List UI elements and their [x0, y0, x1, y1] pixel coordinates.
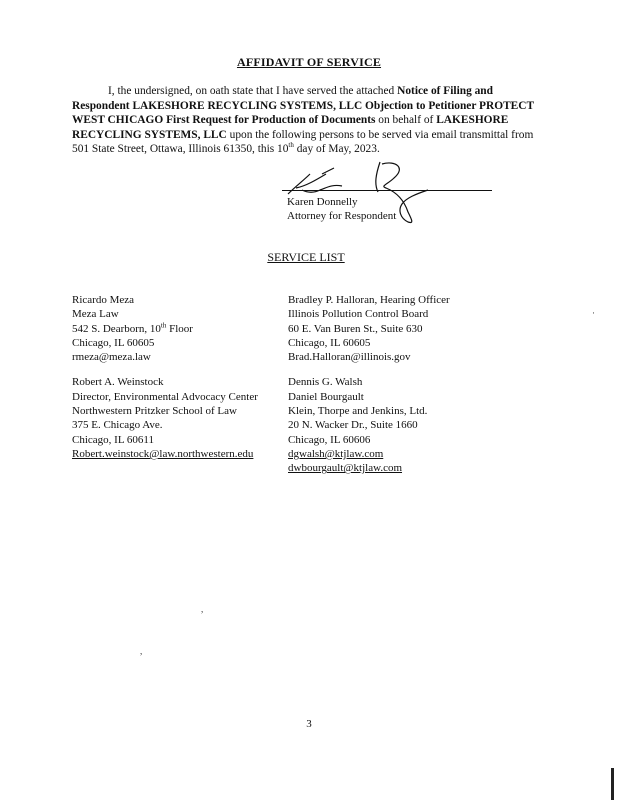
body-bold-2: LAKESHORE RECYCLING SYSTEMS, LLC [72, 114, 509, 141]
email-link[interactable]: Robert.weinstock@law.northwestern.edu [72, 447, 254, 460]
scan-speck-icon: , [201, 604, 204, 614]
affidavit-body [72, 84, 540, 157]
page-number: 3 [306, 718, 312, 730]
service-list-right-column [288, 293, 498, 487]
body-text-2: on behalf of [378, 114, 434, 127]
body-text-1: I, the undersigned, on oath state that I have served the attached [108, 85, 395, 97]
body-text-4: day of May, 2023. [293, 143, 380, 156]
email-link[interactable]: dwbourgault@ktjlaw.com [288, 462, 403, 475]
contact-block-weinstock: Robert A. Weinstock Director, Environmental Advocacy Center Northwestern Pritzker School of Law 375 E. Chicago Ave. Chicago, IL 60611 Robert.weinstock@law.northwestern.edu [72, 375, 282, 461]
email-link[interactable]: Brad.Halloran@illinois.gov [288, 351, 411, 364]
contact-block-meza: Ricardo Meza Meza Law 542 S. Dearborn, 10th Floor Chicago, IL 60605 rmeza@meza.law [72, 293, 282, 364]
signatory-name: Karen Donnelly [287, 196, 358, 208]
affidavit-title: AFFIDAVIT OF SERVICE [236, 55, 382, 69]
scan-speck-icon: · [592, 308, 595, 318]
scan-speck-icon: , [140, 646, 143, 656]
contact-block-walsh: Dennis G. Walsh Daniel Bourgault Klein, Thorpe and Jenkins, Ltd. 20 N. Wacker Dr., Suite 1660 Chicago, IL 60606 dgwalsh@ktjlaw.com dwbourgault@ktjlaw.com [288, 375, 498, 475]
contact-block-halloran: Bradley P. Halloran, Hearing Officer Illinois Pollution Control Board 60 E. Van Buren St., Suite 630 Chicago, IL 60605 Brad.Halloran@illinois.gov [288, 293, 498, 364]
email-link[interactable]: rmeza@meza.law [72, 351, 151, 364]
body-text-3: upon the following persons to be served via email transmittal from 501 State Street, Ottawa, Illinois 61350, this 10 [72, 128, 534, 156]
body-day-suffix: th [288, 141, 294, 150]
body-bold-1: Notice of Filing and Respondent LAKESHORE RECYCLING SYSTEMS, LLC Objection to Petitioner PROTECT WEST CHICAGO First Request for Production of Documents [72, 85, 534, 127]
signatory-title: Attorney for Respondent [287, 210, 397, 222]
email-link[interactable]: dgwalsh@ktjlaw.com [288, 447, 384, 460]
service-list-title: SERVICE LIST [267, 250, 345, 264]
signature-line [282, 190, 492, 191]
service-list-left-column [72, 293, 282, 472]
scan-edge-mark [611, 768, 614, 800]
